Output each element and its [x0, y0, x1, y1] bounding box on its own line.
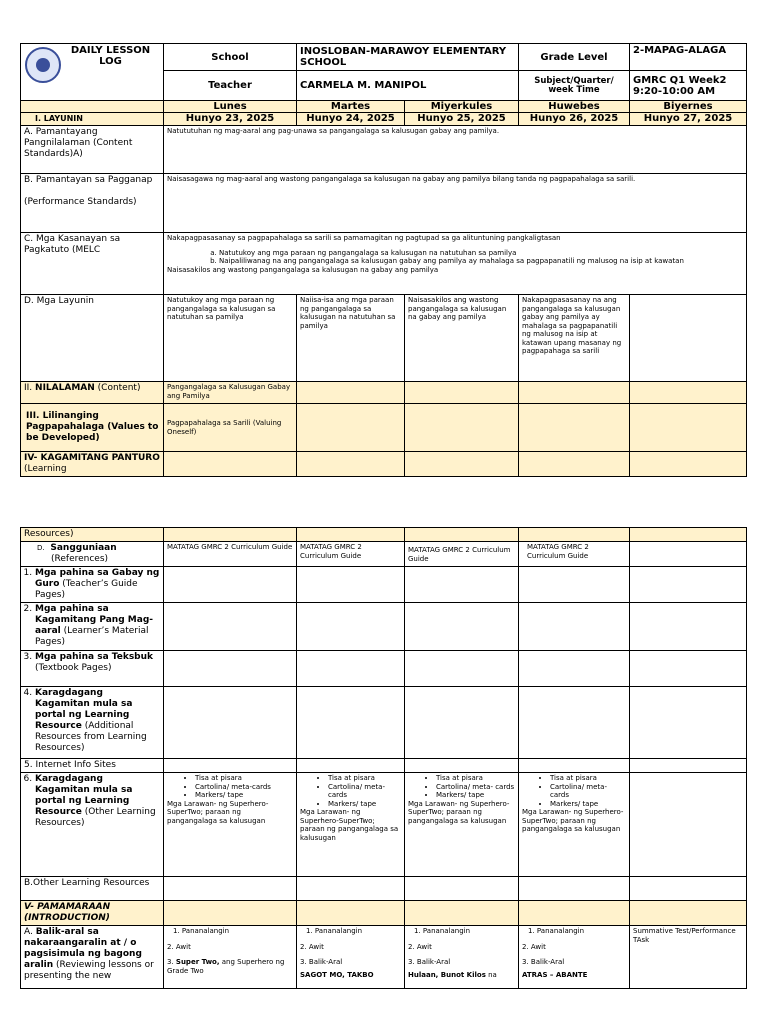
proc-step: 1. Pananalangin — [173, 927, 230, 935]
reference-martes: MATATAG GMRC 2 Curriculum Guide — [297, 542, 405, 567]
lesson-log-table-page2 — [20, 527, 747, 989]
school-value: INOSLOBAN-MARAWOY ELEMENTARY SCHOOL — [297, 44, 519, 71]
proc-step — [167, 958, 293, 975]
proc-step: 1. Pananalangin — [528, 927, 585, 935]
melc-list — [167, 249, 743, 266]
reference-huwebes: MATATAG GMRC 2 Curriculum Guide — [519, 542, 630, 567]
performance-label-sub: (Performance Standards) — [24, 197, 137, 207]
references-prefix: D. — [37, 544, 45, 552]
empty-cell — [630, 404, 747, 452]
proc-step-bold: Hulaan, Bunot Kilos — [408, 970, 486, 979]
material-item: • Tisa at pisara — [195, 774, 293, 783]
teacher-label: Teacher — [164, 71, 297, 101]
material-item: • Markers/ tape — [195, 791, 293, 800]
content-label-pre: II. — [24, 383, 36, 393]
other-learning-resources-label: B.Other Learning Resources — [21, 877, 164, 901]
melc-label: C. Mga Kasanayan sa Pagkatuto (MELC — [21, 233, 164, 295]
proc-step-bold: Super Two, — [175, 958, 220, 966]
empty-cell — [519, 687, 630, 759]
empty-cell — [405, 603, 519, 651]
material-item: • Cartolina/ meta- cards — [436, 783, 515, 792]
empty-cell — [297, 452, 405, 477]
proc-step: 3. Balik-Aral — [408, 958, 451, 966]
empty-cell — [405, 567, 519, 603]
lesson-log-table-page1 — [20, 43, 747, 477]
materials-miyerkules — [405, 773, 519, 877]
objective-huwebes: Nakapagpasasanay na ang pangangalaga sa kalusugan gabay ang pamilya ay mahalaga sa pagpapanatili ng malusog na isip at katawan upang masanay ng pagpapahaga sa sarili — [519, 295, 630, 382]
resources-label-post: (Learning — [24, 464, 67, 474]
values-text: Pagpapahalaga sa Sarili (Valuing Oneself) — [164, 404, 297, 452]
empty-cell — [297, 603, 405, 651]
procedure-miyerkules — [405, 926, 519, 989]
empty-cell — [630, 382, 747, 404]
empty-cell — [164, 877, 297, 901]
proc-step-bold: SAGOT MO, TAKBO — [300, 970, 374, 979]
internet-sites-label: 5. Internet Info Sites — [21, 759, 164, 773]
empty-cell — [519, 901, 630, 926]
textbook-bold: Mga pahina sa Teksbuk — [35, 652, 154, 662]
empty-cell — [297, 651, 405, 687]
teachers-guide-rest: (Teacher’s Guide Pages) — [35, 579, 138, 600]
blank-corner — [21, 101, 164, 113]
content-text: Pangangalaga sa Kalusugan Gabay ang Pamilya — [164, 382, 297, 404]
empty-cell — [164, 603, 297, 651]
proc-step: 3. Balik-Aral — [522, 958, 565, 966]
textbook-rest: (Textbook Pages) — [35, 663, 112, 673]
empty-cell — [164, 528, 297, 542]
empty-cell — [405, 759, 519, 773]
grade-level-label: Grade Level — [519, 44, 630, 71]
proc-step-rest: ang Superhero ng Grade Two — [167, 958, 285, 975]
material-item: • Cartolina/ meta-cards — [195, 783, 293, 792]
log-title-cell — [21, 44, 164, 101]
empty-cell — [405, 528, 519, 542]
empty-cell — [405, 877, 519, 901]
values-label: III. Lilinanging Pagpapahalaga (Values to be Developed) — [21, 404, 164, 452]
material-item: • Cartolina/ meta- cards — [550, 783, 626, 800]
objective-lunes: Natutukoy ang mga paraan ng pangangalaga sa kalusugan sa natutuhan sa pamilya — [164, 295, 297, 382]
empty-cell — [405, 687, 519, 759]
content-standards-label: A. Pamantayang Pangnilalaman (Content Standards)A) — [21, 126, 164, 174]
melc-outro: Naisasakilos ang wastong pangangalaga sa kalusugan na gabay ang pamilya — [167, 265, 439, 274]
materials-list — [522, 774, 626, 808]
pictures-text: Mga Larawan- ng Superhero- SuperTwo; paraan ng pangangalaga sa kalusugan — [408, 799, 510, 825]
proc-step: 2. Awit — [300, 942, 324, 951]
melc-item: b. Naipaliliwanag na ang pangangalaga sa kalusugan gabay ang pamilya ay mahalaga sa pagpapanatili ng malusog na isip at kawatan — [219, 257, 743, 266]
textbook-label — [21, 651, 164, 687]
empty-cell — [519, 603, 630, 651]
empty-cell — [519, 452, 630, 477]
learners-material-label — [21, 603, 164, 651]
empty-cell — [297, 382, 405, 404]
teachers-guide-bold: Mga pahina sa Gabay ng Guro — [35, 568, 160, 589]
empty-cell — [630, 759, 747, 773]
empty-cell — [297, 528, 405, 542]
empty-cell — [630, 542, 747, 567]
additional-resources-label — [21, 687, 164, 759]
pictures-text: Mga Larawan- ng Superhero- SuperTwo; paraan ng pangangalaga sa kalusugan — [522, 808, 624, 833]
melc-item: a. Natutukoy ang mga paraan ng pangangalaga sa kalusugan na natutuhan sa pamilya — [219, 249, 743, 258]
day-name: Biyernes — [630, 101, 747, 113]
grade-level-value: 2-MAPAG-ALAGA — [630, 44, 747, 71]
proc-step: 2. Awit — [408, 942, 432, 951]
other-resources-rest: (Other Learning Resources) — [35, 807, 156, 828]
day-date: Hunyo 27, 2025 — [630, 113, 747, 126]
procedure-huwebes — [519, 926, 630, 989]
materials-list — [408, 774, 515, 800]
additional-resources-bold: Karagdagang Kagamitan mula sa portal ng Learning Resource — [35, 688, 133, 731]
objective-martes: Naiisa-isa ang mga paraan ng pangangalaga sa kalusugan na natutuhan sa pamilya — [297, 295, 405, 382]
content-label-post: (Content) — [94, 383, 141, 393]
proc-step-rest: na — [485, 970, 497, 979]
empty-cell — [630, 901, 747, 926]
subject-label: Subject/Quarter/ week Time — [519, 71, 630, 101]
objective-biyernes — [630, 295, 747, 382]
proc-step-bold: ATRAS – ABANTE — [522, 970, 588, 979]
empty-cell — [405, 382, 519, 404]
resources-label-bold: IV- KAGAMITANG PANTURO — [24, 453, 160, 463]
empty-cell — [519, 651, 630, 687]
empty-cell — [164, 452, 297, 477]
empty-cell — [630, 603, 747, 651]
learning-resources-label — [21, 452, 164, 477]
other-resources-bold: Karagdagang Kagamitan mula sa portal ng Learning Resource — [35, 774, 133, 817]
empty-cell — [630, 567, 747, 603]
empty-cell — [164, 759, 297, 773]
other-resources-label — [21, 773, 164, 877]
school-label: School — [164, 44, 297, 71]
additional-resources-rest: (Additional Resources from Learning Resources) — [35, 721, 147, 753]
melc-cell — [164, 233, 747, 295]
subject-value: GMRC Q1 Week2 9:20-10:00 AM — [630, 71, 747, 101]
material-item: • Tisa at pisara — [436, 774, 515, 783]
performance-standards-label — [21, 174, 164, 233]
teachers-guide-label — [21, 567, 164, 603]
empty-cell — [164, 567, 297, 603]
day-date: Hunyo 25, 2025 — [405, 113, 519, 126]
day-name: Martes — [297, 101, 405, 113]
performance-standards-text: Naisasagawa ng mag-aaral ang wastong pangangalaga sa kalusugan na gabay ang pamilya bilang tanda ng pagpapahalaga sa sarili. — [164, 174, 747, 233]
materials-lunes — [164, 773, 297, 877]
day-date: Hunyo 23, 2025 — [164, 113, 297, 126]
teacher-value: CARMELA M. MANIPOL — [297, 71, 519, 101]
review-rest: (Reviewing lessons or presenting the new — [24, 960, 154, 981]
empty-cell — [519, 759, 630, 773]
empty-cell — [297, 901, 405, 926]
empty-cell — [164, 687, 297, 759]
empty-cell — [630, 773, 747, 877]
day-date: Hunyo 24, 2025 — [297, 113, 405, 126]
material-item: • Markers/ tape — [328, 800, 401, 809]
pictures-text: Mga Larawan- ng Superhero-SuperTwo; paraan ng pangangalaga sa kalusugan — [300, 808, 399, 842]
melc-intro: Nakapagpasasanay sa pagpapahalaga sa sarili sa pamamagitan ng pagtupad sa ga alituntuning pangkaligtasan — [167, 234, 561, 242]
day-date: Hunyo 26, 2025 — [519, 113, 630, 126]
proc-step: 1. Pananalangin — [414, 927, 471, 935]
empty-cell — [519, 528, 630, 542]
proc-step: 2. Awit — [167, 942, 191, 951]
learners-material-bold: Mga pahina sa Kagamitang Pang Mag-aaral — [35, 604, 154, 636]
proc-step-num: 3. — [167, 958, 176, 966]
references-sub: (References) — [51, 554, 109, 564]
performance-label-main: B. Pamantayan sa Pagganap — [24, 175, 153, 185]
day-name: Huwebes — [519, 101, 630, 113]
empty-cell — [630, 687, 747, 759]
pictures-text: Mga Larawan- ng Superhero-SuperTwo; paraan ng pangangalaga sa kalusugan — [167, 799, 269, 825]
empty-cell — [405, 901, 519, 926]
log-title: DAILY LESSON LOG — [70, 45, 151, 67]
procedure-biyernes: Summative Test/Performance TAsk — [630, 926, 747, 989]
review-label — [21, 926, 164, 989]
procedure-lunes — [164, 926, 297, 989]
proc-step: 1. Pananalangin — [306, 927, 363, 935]
proc-step: 2. Awit — [522, 942, 546, 951]
empty-cell — [519, 567, 630, 603]
empty-cell — [164, 901, 297, 926]
reference-lunes: MATATAG GMRC 2 Curriculum Guide — [164, 542, 297, 567]
objectives-label: D. Mga Layunin — [21, 295, 164, 382]
empty-cell — [630, 528, 747, 542]
deped-seal-logo — [25, 47, 61, 83]
review-bold: Balik-aral sa nakaraangaralin at / o pagsisimula ng bagong aralin — [24, 927, 142, 970]
empty-cell — [405, 651, 519, 687]
learners-material-rest: (Learner’s Material Pages) — [35, 626, 149, 647]
empty-cell — [405, 452, 519, 477]
materials-martes — [297, 773, 405, 877]
material-item: • Cartolina/ meta-cards — [328, 783, 401, 800]
materials-huwebes — [519, 773, 630, 877]
empty-cell — [630, 877, 747, 901]
material-item: • Tisa at pisara — [550, 774, 626, 783]
empty-cell — [630, 452, 747, 477]
content-label-bold: NILALAMAN — [35, 383, 95, 393]
references-bold: Sangguniaan — [50, 543, 117, 553]
resources-continued-label: Resources) — [21, 528, 164, 542]
empty-cell — [519, 382, 630, 404]
reference-miyerkules: MATATAG GMRC 2 Curriculum Guide — [405, 542, 519, 567]
references-label — [21, 542, 164, 567]
empty-cell — [519, 877, 630, 901]
empty-cell — [297, 687, 405, 759]
empty-cell — [405, 404, 519, 452]
empty-cell — [297, 877, 405, 901]
empty-cell — [630, 651, 747, 687]
content-label — [21, 382, 164, 404]
material-item: • Tisa at pisara — [328, 774, 401, 783]
material-item: • Markers/ tape — [550, 800, 626, 809]
materials-list — [167, 774, 293, 800]
proc-step: 3. Balik-Aral — [300, 958, 343, 966]
empty-cell — [297, 404, 405, 452]
material-item: • Markers/ tape — [436, 791, 515, 800]
day-name: Miyerkules — [405, 101, 519, 113]
content-standards-text: Natututuhan ng mag-aaral ang pag-unawa sa pangangalaga sa kalusugan gabay ang pamilya. — [164, 126, 747, 174]
procedure-martes — [297, 926, 405, 989]
materials-list — [300, 774, 401, 808]
empty-cell — [297, 567, 405, 603]
empty-cell — [164, 651, 297, 687]
empty-cell — [519, 404, 630, 452]
review-prefix: A. — [24, 927, 36, 937]
section-layunin: I. LAYUNIN — [21, 113, 164, 126]
objective-miyerkules: Naisasakilos ang wastong pangangalaga sa kalusugan na gabay ang pamilya — [405, 295, 519, 382]
empty-cell — [297, 759, 405, 773]
day-name: Lunes — [164, 101, 297, 113]
proc-step — [408, 971, 515, 980]
procedure-label: V- PAMAMARAAN (INTRODUCTION) — [21, 901, 164, 926]
